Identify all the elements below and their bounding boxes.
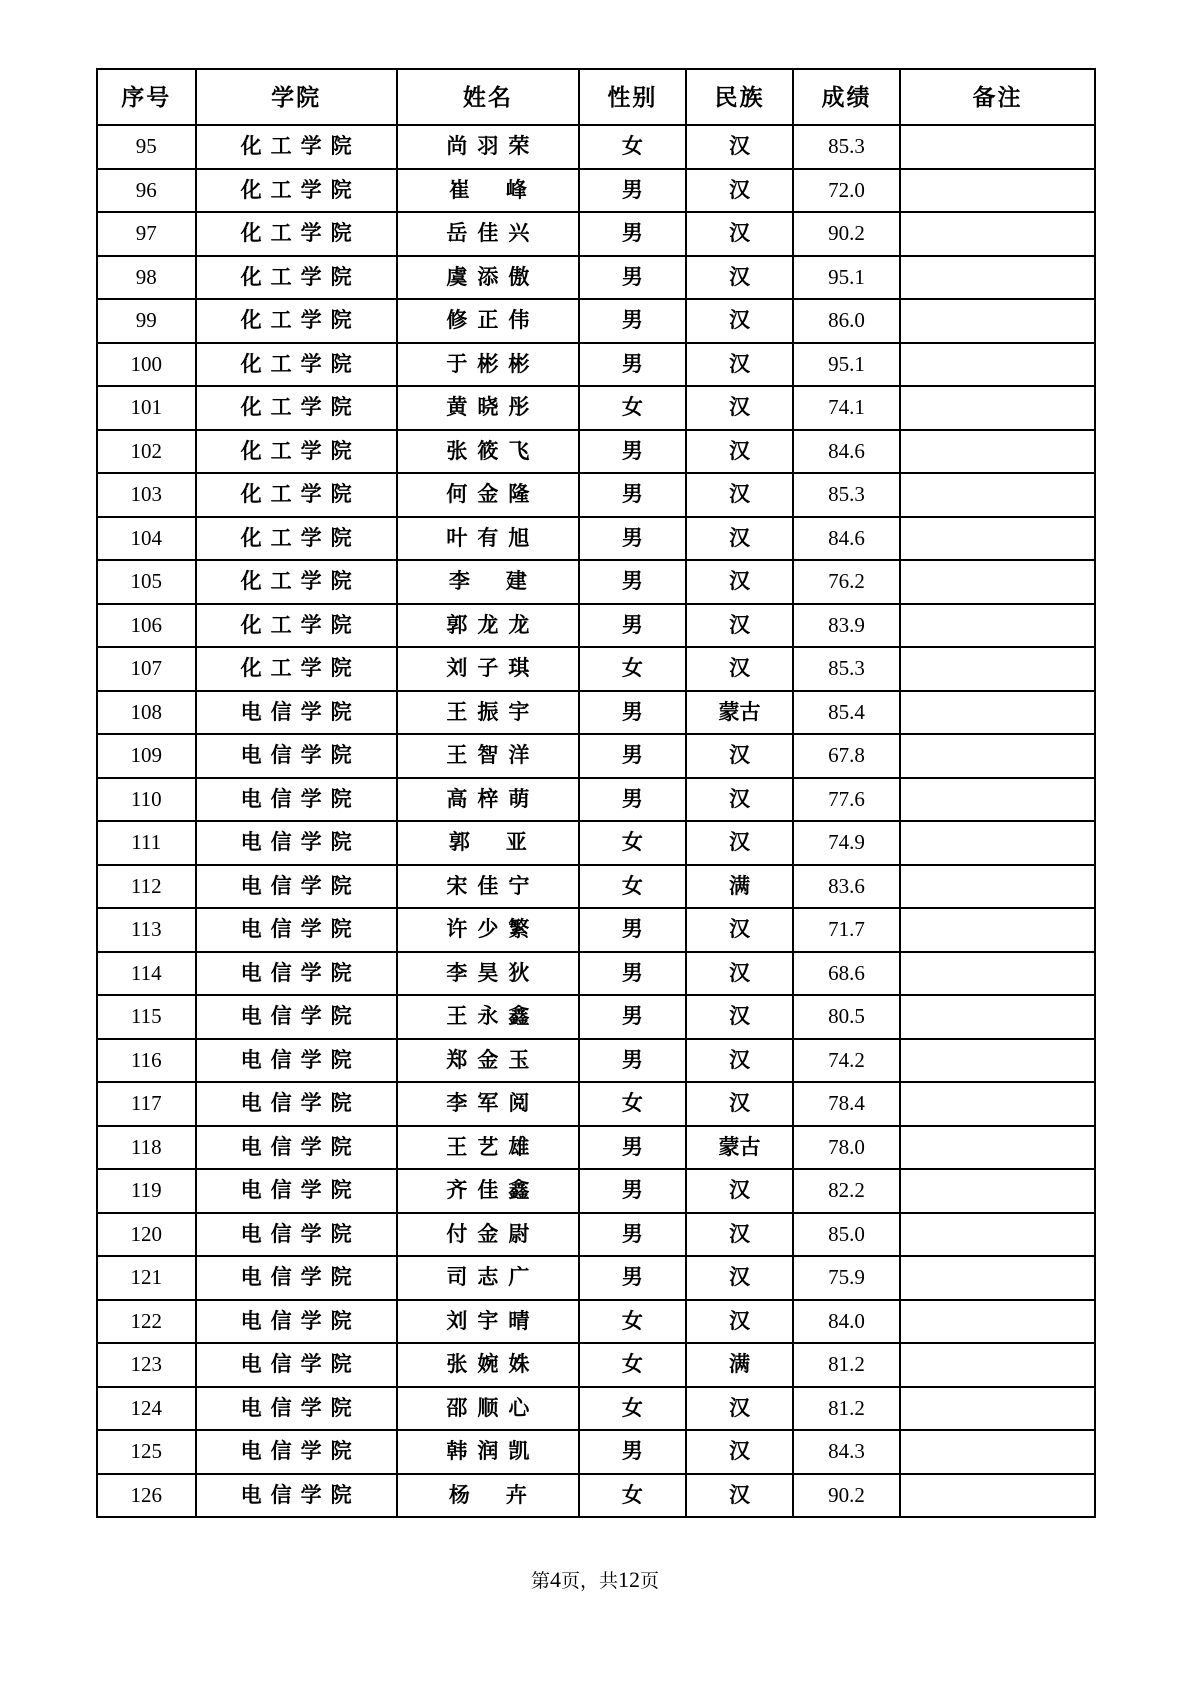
- cell-score: 84.0: [793, 1300, 900, 1344]
- cell-college: 电信学院: [196, 734, 397, 778]
- cell-name: 宋佳宁: [397, 865, 579, 909]
- cell-name: 叶有旭: [397, 517, 579, 561]
- table-row: [97, 734, 1095, 778]
- cell-score: 84.6: [793, 430, 900, 474]
- cell-gender: 女: [579, 1343, 686, 1387]
- cell-gender: 男: [579, 256, 686, 300]
- cell-ethnicity: 汉: [686, 1300, 793, 1344]
- cell-index: 124: [97, 1387, 196, 1431]
- cell-ethnicity: 蒙古: [686, 1126, 793, 1170]
- cell-index: 126: [97, 1474, 196, 1518]
- cell-remark: [900, 647, 1095, 691]
- cell-index: 123: [97, 1343, 196, 1387]
- cell-score: 72.0: [793, 169, 900, 213]
- column-header-college: 学院: [196, 69, 397, 125]
- cell-gender: 男: [579, 734, 686, 778]
- cell-ethnicity: 汉: [686, 952, 793, 996]
- cell-remark: [900, 778, 1095, 822]
- cell-gender: 女: [579, 1387, 686, 1431]
- table-row: [97, 430, 1095, 474]
- cell-gender: 男: [579, 1126, 686, 1170]
- cell-college: 化工学院: [196, 212, 397, 256]
- cell-college: 化工学院: [196, 473, 397, 517]
- cell-index: 95: [97, 125, 196, 169]
- cell-ethnicity: 汉: [686, 169, 793, 213]
- cell-index: 108: [97, 691, 196, 735]
- cell-score: 95.1: [793, 256, 900, 300]
- cell-remark: [900, 821, 1095, 865]
- cell-ethnicity: 汉: [686, 1169, 793, 1213]
- cell-index: 107: [97, 647, 196, 691]
- table-row: [97, 908, 1095, 952]
- table-row: [97, 604, 1095, 648]
- cell-index: 96: [97, 169, 196, 213]
- cell-college: 电信学院: [196, 691, 397, 735]
- table-row: [97, 1256, 1095, 1300]
- cell-college: 电信学院: [196, 1213, 397, 1257]
- footer-total-pages: 12: [618, 1567, 640, 1592]
- cell-name: 郭亚: [397, 821, 579, 865]
- table-row: [97, 517, 1095, 561]
- table-row: [97, 1387, 1095, 1431]
- cell-index: 111: [97, 821, 196, 865]
- table-row: [97, 865, 1095, 909]
- cell-index: 125: [97, 1430, 196, 1474]
- cell-college: 电信学院: [196, 1126, 397, 1170]
- cell-remark: [900, 256, 1095, 300]
- cell-index: 121: [97, 1256, 196, 1300]
- cell-gender: 男: [579, 691, 686, 735]
- cell-college: 化工学院: [196, 169, 397, 213]
- column-header-index: 序号: [97, 69, 196, 125]
- cell-score: 83.9: [793, 604, 900, 648]
- cell-name: 修正伟: [397, 299, 579, 343]
- cell-college: 化工学院: [196, 430, 397, 474]
- cell-ethnicity: 汉: [686, 604, 793, 648]
- cell-ethnicity: 汉: [686, 908, 793, 952]
- cell-gender: 男: [579, 908, 686, 952]
- roster-table: [96, 68, 1096, 1518]
- table-row: [97, 778, 1095, 822]
- cell-remark: [900, 1126, 1095, 1170]
- cell-index: 103: [97, 473, 196, 517]
- cell-score: 85.4: [793, 691, 900, 735]
- cell-remark: [900, 1213, 1095, 1257]
- cell-ethnicity: 汉: [686, 821, 793, 865]
- cell-score: 67.8: [793, 734, 900, 778]
- cell-remark: [900, 1082, 1095, 1126]
- cell-college: 电信学院: [196, 1343, 397, 1387]
- cell-score: 90.2: [793, 1474, 900, 1518]
- cell-gender: 女: [579, 125, 686, 169]
- cell-ethnicity: 汉: [686, 125, 793, 169]
- cell-name: 李昊狄: [397, 952, 579, 996]
- cell-score: 90.2: [793, 212, 900, 256]
- cell-college: 电信学院: [196, 1082, 397, 1126]
- cell-gender: 男: [579, 1213, 686, 1257]
- cell-remark: [900, 1039, 1095, 1083]
- cell-remark: [900, 691, 1095, 735]
- cell-score: 74.1: [793, 386, 900, 430]
- cell-gender: 女: [579, 865, 686, 909]
- cell-index: 105: [97, 560, 196, 604]
- cell-score: 85.0: [793, 1213, 900, 1257]
- cell-name: 王永鑫: [397, 995, 579, 1039]
- cell-index: 106: [97, 604, 196, 648]
- cell-name: 杨卉: [397, 1474, 579, 1518]
- cell-ethnicity: 汉: [686, 1256, 793, 1300]
- table-row: [97, 1082, 1095, 1126]
- cell-score: 78.0: [793, 1126, 900, 1170]
- cell-remark: [900, 169, 1095, 213]
- cell-name: 岳佳兴: [397, 212, 579, 256]
- table-body: [97, 125, 1095, 1517]
- cell-gender: 女: [579, 1474, 686, 1518]
- cell-college: 化工学院: [196, 343, 397, 387]
- cell-gender: 男: [579, 995, 686, 1039]
- cell-score: 82.2: [793, 1169, 900, 1213]
- table-row: [97, 386, 1095, 430]
- cell-remark: [900, 125, 1095, 169]
- cell-college: 电信学院: [196, 821, 397, 865]
- table-row: [97, 821, 1095, 865]
- cell-remark: [900, 1256, 1095, 1300]
- cell-name: 刘宇晴: [397, 1300, 579, 1344]
- cell-college: 电信学院: [196, 1430, 397, 1474]
- table-row: [97, 647, 1095, 691]
- cell-index: 118: [97, 1126, 196, 1170]
- table-row: [97, 212, 1095, 256]
- cell-gender: 女: [579, 1300, 686, 1344]
- cell-score: 74.9: [793, 821, 900, 865]
- cell-name: 何金隆: [397, 473, 579, 517]
- cell-gender: 女: [579, 647, 686, 691]
- cell-college: 电信学院: [196, 1169, 397, 1213]
- cell-remark: [900, 995, 1095, 1039]
- cell-ethnicity: 汉: [686, 1474, 793, 1518]
- cell-score: 75.9: [793, 1256, 900, 1300]
- cell-index: 117: [97, 1082, 196, 1126]
- cell-gender: 男: [579, 1039, 686, 1083]
- cell-index: 99: [97, 299, 196, 343]
- cell-score: 74.2: [793, 1039, 900, 1083]
- table-row: [97, 1300, 1095, 1344]
- table-row: [97, 1213, 1095, 1257]
- cell-score: 80.5: [793, 995, 900, 1039]
- cell-index: 102: [97, 430, 196, 474]
- cell-college: 电信学院: [196, 952, 397, 996]
- cell-ethnicity: 汉: [686, 1387, 793, 1431]
- cell-ethnicity: 汉: [686, 473, 793, 517]
- cell-index: 112: [97, 865, 196, 909]
- cell-index: 110: [97, 778, 196, 822]
- cell-college: 电信学院: [196, 865, 397, 909]
- cell-ethnicity: 汉: [686, 517, 793, 561]
- cell-index: 122: [97, 1300, 196, 1344]
- cell-score: 78.4: [793, 1082, 900, 1126]
- table-row: [97, 1126, 1095, 1170]
- cell-gender: 男: [579, 343, 686, 387]
- table-row: [97, 343, 1095, 387]
- cell-name: 郑金玉: [397, 1039, 579, 1083]
- cell-score: 68.6: [793, 952, 900, 996]
- table-row: [97, 952, 1095, 996]
- cell-index: 119: [97, 1169, 196, 1213]
- cell-score: 85.3: [793, 647, 900, 691]
- table-row: [97, 1430, 1095, 1474]
- cell-remark: [900, 865, 1095, 909]
- cell-name: 司志广: [397, 1256, 579, 1300]
- cell-score: 84.3: [793, 1430, 900, 1474]
- cell-name: 尚羽荣: [397, 125, 579, 169]
- cell-ethnicity: 汉: [686, 1039, 793, 1083]
- footer-suffix: 页: [640, 1570, 660, 1592]
- cell-remark: [900, 604, 1095, 648]
- cell-index: 97: [97, 212, 196, 256]
- cell-remark: [900, 1300, 1095, 1344]
- table-row: [97, 256, 1095, 300]
- cell-ethnicity: 汉: [686, 778, 793, 822]
- table-row: [97, 1343, 1095, 1387]
- cell-name: 郭龙龙: [397, 604, 579, 648]
- cell-college: 化工学院: [196, 647, 397, 691]
- cell-name: 李军阅: [397, 1082, 579, 1126]
- cell-ethnicity: 汉: [686, 1213, 793, 1257]
- cell-gender: 女: [579, 1082, 686, 1126]
- cell-remark: [900, 517, 1095, 561]
- column-header-score: 成绩: [793, 69, 900, 125]
- cell-remark: [900, 952, 1095, 996]
- table-row: [97, 299, 1095, 343]
- table-row: [97, 1039, 1095, 1083]
- cell-name: 刘子琪: [397, 647, 579, 691]
- cell-college: 化工学院: [196, 517, 397, 561]
- cell-name: 崔峰: [397, 169, 579, 213]
- cell-ethnicity: 汉: [686, 1430, 793, 1474]
- cell-gender: 男: [579, 1256, 686, 1300]
- cell-college: 电信学院: [196, 1474, 397, 1518]
- cell-ethnicity: 汉: [686, 430, 793, 474]
- cell-score: 81.2: [793, 1343, 900, 1387]
- cell-name: 张婉姝: [397, 1343, 579, 1387]
- table-row: [97, 169, 1095, 213]
- table-row: [97, 560, 1095, 604]
- column-header-ethnicity: 民族: [686, 69, 793, 125]
- cell-index: 101: [97, 386, 196, 430]
- cell-remark: [900, 1474, 1095, 1518]
- footer-prefix: 第: [530, 1570, 550, 1592]
- cell-name: 许少繁: [397, 908, 579, 952]
- cell-gender: 男: [579, 1169, 686, 1213]
- cell-name: 王艺雄: [397, 1126, 579, 1170]
- cell-name: 齐佳鑫: [397, 1169, 579, 1213]
- cell-name: 黄晓彤: [397, 386, 579, 430]
- page-footer: [0, 1566, 1190, 1593]
- cell-remark: [900, 473, 1095, 517]
- table-row: [97, 995, 1095, 1039]
- table-row: [97, 125, 1095, 169]
- cell-college: 化工学院: [196, 604, 397, 648]
- cell-index: 98: [97, 256, 196, 300]
- cell-name: 邵顺心: [397, 1387, 579, 1431]
- cell-index: 116: [97, 1039, 196, 1083]
- cell-score: 76.2: [793, 560, 900, 604]
- cell-score: 84.6: [793, 517, 900, 561]
- table-row: [97, 473, 1095, 517]
- cell-index: 113: [97, 908, 196, 952]
- cell-remark: [900, 560, 1095, 604]
- cell-score: 85.3: [793, 125, 900, 169]
- cell-remark: [900, 734, 1095, 778]
- table-row: [97, 1169, 1095, 1213]
- cell-college: 电信学院: [196, 778, 397, 822]
- cell-index: 114: [97, 952, 196, 996]
- cell-gender: 男: [579, 430, 686, 474]
- footer-page-number: 4: [549, 1567, 561, 1592]
- cell-name: 王智洋: [397, 734, 579, 778]
- cell-college: 电信学院: [196, 1256, 397, 1300]
- cell-ethnicity: 汉: [686, 734, 793, 778]
- cell-remark: [900, 1169, 1095, 1213]
- cell-gender: 男: [579, 517, 686, 561]
- cell-college: 化工学院: [196, 386, 397, 430]
- cell-college: 电信学院: [196, 995, 397, 1039]
- cell-college: 化工学院: [196, 125, 397, 169]
- cell-gender: 男: [579, 1430, 686, 1474]
- column-header-remark: 备注: [900, 69, 1095, 125]
- cell-college: 电信学院: [196, 1387, 397, 1431]
- cell-gender: 男: [579, 212, 686, 256]
- cell-ethnicity: 汉: [686, 647, 793, 691]
- cell-gender: 男: [579, 299, 686, 343]
- cell-ethnicity: 汉: [686, 256, 793, 300]
- cell-gender: 男: [579, 473, 686, 517]
- table-header: [97, 69, 1095, 125]
- cell-index: 109: [97, 734, 196, 778]
- cell-remark: [900, 1343, 1095, 1387]
- cell-score: 71.7: [793, 908, 900, 952]
- cell-remark: [900, 299, 1095, 343]
- cell-remark: [900, 1387, 1095, 1431]
- cell-score: 77.6: [793, 778, 900, 822]
- cell-index: 104: [97, 517, 196, 561]
- cell-gender: 男: [579, 778, 686, 822]
- cell-remark: [900, 343, 1095, 387]
- cell-name: 虞添傲: [397, 256, 579, 300]
- column-header-gender: 性别: [579, 69, 686, 125]
- cell-index: 115: [97, 995, 196, 1039]
- cell-ethnicity: 汉: [686, 299, 793, 343]
- cell-remark: [900, 1430, 1095, 1474]
- cell-gender: 男: [579, 952, 686, 996]
- cell-ethnicity: 汉: [686, 560, 793, 604]
- cell-ethnicity: 蒙古: [686, 691, 793, 735]
- cell-name: 韩润凯: [397, 1430, 579, 1474]
- cell-ethnicity: 汉: [686, 995, 793, 1039]
- cell-ethnicity: 满: [686, 865, 793, 909]
- cell-name: 付金尉: [397, 1213, 579, 1257]
- column-header-name: 姓名: [397, 69, 579, 125]
- cell-remark: [900, 386, 1095, 430]
- cell-name: 高梓萌: [397, 778, 579, 822]
- cell-score: 81.2: [793, 1387, 900, 1431]
- cell-ethnicity: 汉: [686, 343, 793, 387]
- table-header-row: [97, 69, 1095, 125]
- cell-college: 化工学院: [196, 299, 397, 343]
- cell-remark: [900, 212, 1095, 256]
- cell-score: 95.1: [793, 343, 900, 387]
- cell-gender: 男: [579, 560, 686, 604]
- cell-remark: [900, 908, 1095, 952]
- cell-remark: [900, 430, 1095, 474]
- cell-college: 化工学院: [196, 256, 397, 300]
- cell-ethnicity: 汉: [686, 386, 793, 430]
- cell-ethnicity: 汉: [686, 212, 793, 256]
- cell-name: 张筱飞: [397, 430, 579, 474]
- table-row: [97, 691, 1095, 735]
- cell-ethnicity: 满: [686, 1343, 793, 1387]
- cell-college: 电信学院: [196, 1039, 397, 1083]
- cell-index: 120: [97, 1213, 196, 1257]
- cell-score: 83.6: [793, 865, 900, 909]
- footer-middle: 页，共: [560, 1570, 618, 1592]
- cell-college: 电信学院: [196, 1300, 397, 1344]
- cell-gender: 女: [579, 386, 686, 430]
- cell-score: 86.0: [793, 299, 900, 343]
- cell-name: 李建: [397, 560, 579, 604]
- table-row: [97, 1474, 1095, 1518]
- cell-index: 100: [97, 343, 196, 387]
- cell-ethnicity: 汉: [686, 1082, 793, 1126]
- cell-college: 化工学院: [196, 560, 397, 604]
- cell-name: 王振宇: [397, 691, 579, 735]
- cell-gender: 女: [579, 821, 686, 865]
- cell-gender: 男: [579, 169, 686, 213]
- cell-college: 电信学院: [196, 908, 397, 952]
- cell-name: 于彬彬: [397, 343, 579, 387]
- cell-score: 85.3: [793, 473, 900, 517]
- cell-gender: 男: [579, 604, 686, 648]
